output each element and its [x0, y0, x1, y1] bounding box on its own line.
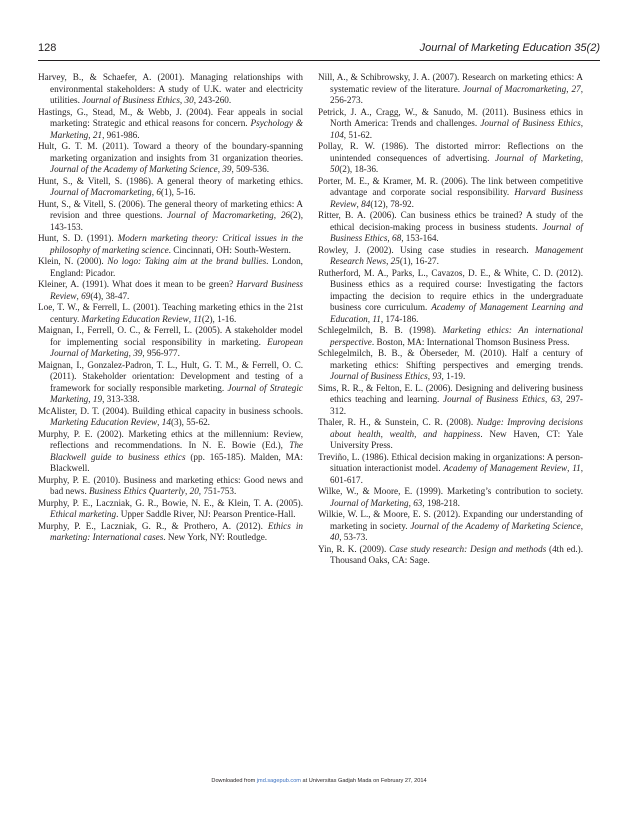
reference-text-segment: Ritter, B. A. (2006). Can business ethics be trained? A study of the ethical decision-making process in business students.: [318, 210, 583, 232]
reference-italic-segment: 20: [189, 486, 199, 496]
reference-italic-segment: Nudge: Improving decisions about health, wealth, and happiness: [330, 417, 583, 439]
reference-text-segment: . New York, NY: Routledge.: [163, 532, 268, 542]
reference-entry: [38, 199, 303, 234]
reference-entry: [318, 348, 583, 383]
reference-text-segment: , 313-338.: [102, 394, 140, 404]
reference-italic-segment: Journal of Marketing: [495, 152, 581, 163]
reference-italic-segment: Harvard Business Review: [330, 187, 584, 209]
reference-text-segment: Klein, N. (2000).: [38, 256, 108, 266]
reference-entry: [318, 452, 583, 487]
reference-text-segment: , 961-986.: [102, 129, 140, 140]
reference-text-segment: ,: [580, 152, 583, 163]
reference-text-segment: (12), 78-92.: [370, 198, 414, 209]
reference-entry: [38, 325, 303, 360]
reference-text-segment: ,: [367, 313, 373, 324]
reference-italic-segment: Journal of Business Ethics: [330, 221, 583, 243]
reference-italic-segment: Journal of Strategic Marketing: [50, 382, 303, 404]
reference-italic-segment: 69: [81, 290, 91, 301]
reference-text-segment: ,: [88, 129, 93, 140]
reference-text-segment: (3), 55-62.: [170, 417, 210, 427]
reference-text-segment: , 751-753.: [198, 486, 237, 496]
reference-text-segment: (1), 16-27.: [399, 256, 439, 266]
reference-italic-segment: Journal of Business Ethics: [330, 371, 428, 381]
reference-italic-segment: 11: [193, 313, 202, 324]
reference-text-segment: Hunt, S., & Vitell, S. (1986). A general theory of marketing ethics.: [38, 175, 303, 186]
reference-text-segment: , 509-536.: [231, 164, 269, 174]
reference-entry: [318, 245, 583, 268]
reference-text-segment: , 51-62.: [343, 129, 373, 140]
reference-text-segment: ,: [273, 210, 281, 220]
reference-entry: [318, 72, 583, 107]
reference-text-segment: , 243-260.: [193, 95, 232, 105]
reference-text-segment: (pp. 165-185). Malden, MA: Blackwell.: [50, 451, 303, 473]
reference-italic-segment: Psychology & Marketing: [50, 118, 303, 140]
reference-entry: [38, 176, 303, 199]
reference-text-segment: , 53-73.: [339, 532, 368, 542]
reference-text-segment: . London, England: Picador.: [50, 256, 303, 278]
reference-italic-segment: 63: [413, 497, 423, 508]
reference-italic-segment: 26: [280, 210, 290, 220]
reference-italic-segment: Journal of the Academy of Marketing Science: [410, 520, 581, 531]
reference-italic-segment: 11: [572, 463, 581, 473]
reference-entry: [38, 233, 303, 256]
reference-text-segment: ,: [580, 520, 583, 531]
reference-italic-segment: Journal of Business Ethics: [443, 394, 545, 404]
reference-italic-segment: Journal of Macromarketing: [167, 210, 274, 220]
reference-text-segment: (2), 143-153.: [50, 210, 304, 232]
reference-italic-segment: Academy of Management Learning and Education: [330, 302, 583, 324]
journal-title: Journal of Marketing Education 35(2): [419, 42, 600, 54]
reference-text-segment: (1), 5-16.: [160, 187, 196, 197]
reference-text-segment: , 174-186.: [380, 313, 419, 324]
reference-text-segment: ,: [544, 394, 551, 404]
reference-text-segment: Petrick, J. A., Cragg, W., & Sanudo, M. (2011). Business ethics in North America: Trends and challenges.: [318, 106, 583, 128]
reference-text-segment: ,: [580, 118, 583, 128]
reference-text-segment: Wilke, W., & Moore, E. (1999). Marketing’s contribution to society.: [318, 486, 583, 496]
reference-text-segment: Hunt, S. D. (1991).: [38, 233, 118, 243]
reference-italic-segment: 50: [330, 164, 340, 174]
reference-text-segment: Thaler, R. H., & Sunstein, C. R. (2008).: [318, 417, 477, 427]
reference-italic-segment: Ethics in marketing: International cases: [50, 520, 303, 542]
reference-entry: [38, 360, 303, 406]
reference-text-segment: Murphy, P. E. (2002). Marketing ethics at the millennium: Review, reflections and recommendations. In N. E. Bowie (Ed.),: [38, 428, 303, 450]
reference-italic-segment: 27: [571, 83, 581, 94]
reference-text-segment: ,: [88, 394, 93, 404]
reference-entry: [318, 107, 583, 142]
reference-italic-segment: Marketing ethics: An international perspective: [330, 325, 583, 347]
reference-text-segment: Hunt, S., & Vitell, S. (2006). The general theory of marketing ethics: A revision and three questions.: [38, 198, 303, 220]
reference-text-segment: . Cincinnati, OH: South-Western.: [168, 244, 291, 255]
reference-text-segment: ,: [356, 198, 362, 209]
reference-text-segment: Pollay, R. W. (1986). The distorted mirror: Reflections on the unintended consequences of advertising.: [318, 141, 583, 163]
reference-italic-segment: Business Ethics Quarterly: [89, 486, 185, 496]
reference-text-segment: ,: [427, 371, 433, 381]
reference-text-segment: Maignan, I., Gonzalez-Padron, T. L., Hult, G. T. M., & Ferrell, O. C. (2011). Stakeholder orientation: Development and testing of a framework for socially responsible marketing.: [38, 359, 303, 393]
reference-italic-segment: Management Research News: [330, 244, 583, 266]
running-header: [38, 42, 600, 58]
reference-italic-segment: 30: [184, 95, 194, 105]
reference-italic-segment: 84: [361, 198, 371, 209]
reference-entry: [38, 72, 303, 107]
reference-italic-segment: Journal of Macromarketing: [463, 83, 567, 94]
reference-text-segment: ,: [128, 348, 134, 358]
reference-italic-segment: European Journal of Marketing: [50, 336, 303, 358]
reference-text-segment: Schlegelmilch, B. B. (1998).: [318, 325, 443, 335]
reference-text-segment: McAlister, D. T. (2004). Building ethical capacity in business schools.: [38, 405, 303, 416]
reference-text-segment: Harvey, B., & Schaefer, A. (2001). Managing relationships with environmental stakeholders: A study of U.K. water and electricity utilities.: [38, 72, 303, 105]
reference-italic-segment: 6: [156, 187, 161, 197]
reference-entry: [318, 141, 583, 176]
reference-entry: [318, 325, 583, 348]
reference-italic-segment: Academy of Management Review: [443, 463, 568, 473]
reference-text-segment: ,: [188, 313, 194, 324]
reference-text-segment: (4th ed.). Thousand Oaks, CA: Sage.: [330, 543, 584, 565]
reference-text-segment: ,: [217, 164, 223, 174]
reference-italic-segment: 40: [330, 532, 340, 542]
reference-text-segment: , 601-617.: [330, 463, 584, 485]
reference-text-segment: . Upper Saddle River, NJ: Pearson Prentice-Hall.: [116, 509, 296, 519]
reference-italic-segment: 25: [390, 256, 400, 266]
header-rule: [38, 60, 600, 61]
reference-italic-segment: 19: [92, 394, 103, 404]
reference-text-segment: Yin, R. K. (2009).: [318, 543, 390, 554]
reference-entry: [318, 509, 583, 544]
reference-entry: [38, 279, 303, 302]
reference-text-segment: , 297-312.: [330, 394, 583, 416]
reference-text-segment: ,: [566, 83, 572, 94]
reference-text-segment: Rutherford, M. A., Parks, L., Cavazos, D. E., & White, C. D. (2012). Business ethics as a required course: Investigating the factors impacting the decision to require ethics in the undergraduate business core curriculum.: [318, 267, 583, 312]
reference-entry: [38, 429, 303, 475]
reference-italic-segment: No logo: Taking aim at the brand bullies: [107, 256, 267, 266]
reference-italic-segment: Case study research: Design and methods: [389, 543, 547, 554]
reference-text-segment: ,: [408, 497, 414, 508]
reference-text-segment: . New Haven, CT: Yale University Press.: [330, 428, 583, 450]
footer-link[interactable]: jmd.sagepub.com: [256, 778, 301, 784]
reference-text-segment: ,: [185, 486, 190, 496]
reference-entry: [318, 544, 583, 567]
reference-text-segment: Porter, M. E., & Kramer, M. R. (2006). The link between competitive advantage and corporate social responsibility.: [318, 175, 583, 197]
reference-entry: [318, 268, 583, 326]
reference-italic-segment: Journal of Business Ethics: [480, 118, 581, 128]
reference-italic-segment: 39: [133, 348, 143, 358]
reference-italic-segment: 68: [392, 233, 402, 243]
reference-entry: [38, 256, 303, 279]
reference-entry: [318, 486, 583, 509]
reference-italic-segment: 104: [330, 129, 344, 140]
reference-entry: [318, 383, 583, 418]
reference-text-segment: . Boston, MA: International Thomson Business Press.: [371, 336, 570, 347]
reference-text-segment: , 956-977.: [142, 348, 180, 358]
reference-entry: [318, 417, 583, 452]
reference-italic-segment: 11: [372, 313, 381, 324]
reference-italic-segment: Marketing Education Review: [50, 417, 158, 427]
reference-entry: [38, 406, 303, 429]
reference-text-segment: (4), 38-47.: [90, 290, 130, 301]
reference-text-segment: Sims, R. R., & Felton, E. L. (2006). Designing and delivering business ethics teaching and learning.: [318, 382, 583, 404]
reference-text-segment: , 198-218.: [422, 497, 460, 508]
references-left-column: [38, 72, 303, 544]
footer-prefix: Downloaded from: [211, 778, 257, 784]
reference-italic-segment: 21: [92, 129, 103, 140]
reference-italic-segment: The Blackwell guide to business ethics: [50, 440, 303, 462]
reference-italic-segment: Journal of Macromarketing: [50, 187, 152, 197]
reference-text-segment: ,: [151, 187, 157, 197]
reference-italic-segment: 93: [432, 371, 442, 381]
reference-text-segment: Murphy, P. E., Laczniak, G. R., Bowie, N. E., & Klein, T. A. (2005).: [38, 497, 303, 508]
reference-entry: [38, 141, 303, 176]
reference-text-segment: ,: [567, 463, 573, 473]
reference-italic-segment: Journal of the Academy of Marketing Science: [50, 164, 218, 174]
reference-italic-segment: Harvard Business Review: [50, 279, 303, 301]
reference-text-segment: ,: [179, 95, 185, 105]
download-footer: [0, 778, 638, 784]
reference-entry: [38, 498, 303, 521]
reference-text-segment: Nill, A., & Schibrowsky, J. A. (2007). Research on marketing ethics: A systematic review of the literature.: [318, 72, 583, 94]
reference-entry: [318, 176, 583, 211]
reference-text-segment: Maignan, I., Ferrell, O. C., & Ferrell, L. (2005). A stakeholder model for implementing social responsibility in marketing.: [38, 325, 303, 347]
reference-text-segment: (2), 18-36.: [339, 164, 379, 174]
reference-text-segment: ,: [387, 233, 393, 243]
reference-text-segment: Wilkie, W. L., & Moore, E. S. (2012). Expanding our understanding of marketing in society.: [318, 509, 583, 531]
reference-text-segment: Murphy, P. E., Laczniak, G. R., & Prothero, A. (2012).: [38, 520, 268, 531]
reference-text-segment: ,: [76, 290, 82, 301]
reference-text-segment: , 1-19.: [441, 371, 466, 381]
reference-text-segment: (2), 1-16.: [201, 313, 237, 324]
reference-italic-segment: 63: [550, 394, 561, 404]
reference-text-segment: , 153-164.: [401, 233, 439, 243]
page-number: 128: [38, 42, 57, 54]
reference-text-segment: Hastings, G., Stead, M., & Webb, J. (2004). Fear appeals in social marketing: Strategic and ethical reasons for concern.: [38, 106, 303, 128]
reference-entry: [38, 521, 303, 544]
reference-italic-segment: Journal of Marketing: [330, 497, 409, 508]
reference-text-segment: Murphy, P. E. (2010). Business and marketing ethics: Good news and bad news.: [38, 474, 303, 496]
reference-italic-segment: 39: [222, 164, 232, 174]
reference-text-segment: Kleiner, A. (1991). What does it mean to be green?: [38, 279, 237, 289]
references-right-column: [318, 72, 583, 567]
reference-text-segment: , 256-273.: [330, 83, 583, 105]
reference-entry: [318, 210, 583, 245]
reference-entry: [38, 302, 303, 325]
reference-italic-segment: Modern marketing theory: Critical issues in the philosophy of marketing science: [50, 233, 303, 255]
reference-italic-segment: Journal of Business Ethics: [82, 95, 180, 105]
reference-italic-segment: Ethical marketing: [50, 509, 117, 519]
footer-suffix: at Universitas Gadjah Mada on February 27, 2014: [300, 778, 427, 784]
reference-text-segment: Rowley, J. (2002). Using case studies in research.: [318, 244, 536, 255]
reference-text-segment: ,: [386, 256, 391, 266]
reference-italic-segment: Marketing Education Review: [81, 313, 189, 324]
reference-text-segment: Schlegelmilch, B. B., & Öberseder, M. (2010). Half a century of marketing ethics: Shifting perspectives and emerging trends.: [318, 348, 583, 370]
reference-entry: [38, 475, 303, 498]
reference-text-segment: Hult, G. T. M. (2011). Toward a theory of the boundary-spanning marketing organization and insights from 31 organization theories.: [38, 141, 303, 163]
reference-text-segment: Loe, T. W., & Ferrell, L. (2001). Teaching marketing ethics in the 21st century.: [38, 302, 303, 324]
reference-entry: [38, 107, 303, 142]
reference-text-segment: ,: [157, 417, 162, 427]
reference-text-segment: Treviño, L. (1986). Ethical decision making in organizations: A person-situation interactionist model.: [318, 451, 583, 473]
reference-italic-segment: 14: [161, 417, 171, 427]
